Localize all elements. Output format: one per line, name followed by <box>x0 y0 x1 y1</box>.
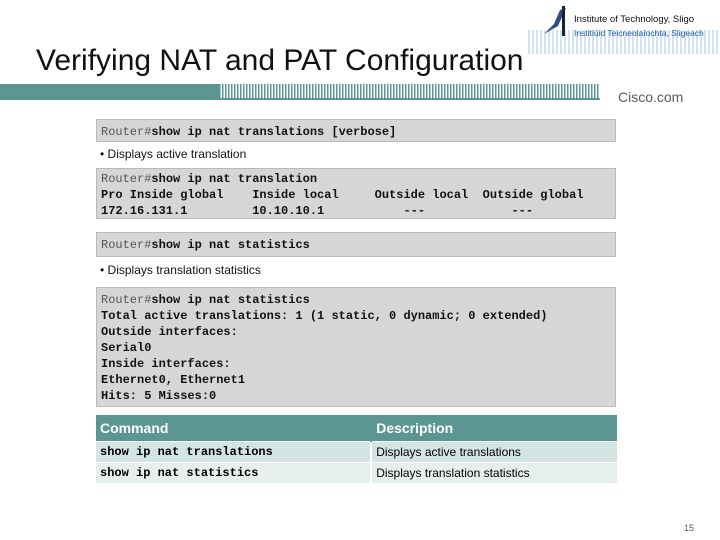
command-text: show ip nat statistics <box>151 293 310 307</box>
output-data-row: 172.16.131.1 10.10.10.1 --- --- <box>101 204 534 218</box>
table-cell-description: Displays active translations <box>371 442 617 463</box>
output-header-row: Pro Inside global Inside local Outside local Outside global <box>101 188 584 202</box>
router-prompt: Router# <box>101 293 152 307</box>
output-line: Inside interfaces: <box>101 357 231 371</box>
column-header-command: Command <box>96 415 371 442</box>
command-text: show ip nat translations [verbose] <box>151 125 397 139</box>
table-cell-command: show ip nat translations <box>96 442 371 463</box>
command-text: show ip nat translation <box>151 172 318 186</box>
output-line: Ethernet0, Ethernet1 <box>101 373 246 387</box>
institute-logo-icon <box>540 4 570 38</box>
cisco-brand: Cisco.com <box>618 89 684 105</box>
bullet-translation-statistics: • Displays translation statistics <box>100 263 261 277</box>
output-line: Hits: 5 Misses:0 <box>101 389 217 403</box>
bullet-active-translation: • Displays active translation <box>100 147 247 161</box>
table-row <box>96 463 617 484</box>
table-row <box>96 442 617 463</box>
router-prompt: Router# <box>101 238 152 252</box>
command-text: show ip nat statistics <box>151 238 310 252</box>
institute-name-english: Institute of Technology, Sligo <box>574 14 695 25</box>
command-table <box>96 415 617 483</box>
output-line: Serial0 <box>101 341 152 355</box>
output-line: Outside interfaces: <box>101 325 238 339</box>
page-number: 15 <box>684 523 695 533</box>
table-cell-command: show ip nat statistics <box>96 463 371 484</box>
page-title: Verifying NAT and PAT Configuration <box>36 44 524 77</box>
output-line: Total active translations: 1 (1 static, 0 dynamic; 0 extended) <box>101 309 548 323</box>
command-panel-translations <box>96 119 616 142</box>
table-header-row <box>96 415 617 442</box>
column-header-description: Description <box>371 415 617 442</box>
router-prompt: Router# <box>101 172 152 186</box>
router-prompt: Router# <box>101 125 152 139</box>
header-bar <box>0 84 720 100</box>
output-panel-statistics <box>96 287 616 407</box>
institute-name-irish: Institiúid Teicneolaíochta, Sligeach <box>574 28 704 38</box>
command-panel-statistics <box>96 232 616 257</box>
output-panel-translation <box>96 168 616 219</box>
table-cell-description: Displays translation statistics <box>371 463 617 484</box>
